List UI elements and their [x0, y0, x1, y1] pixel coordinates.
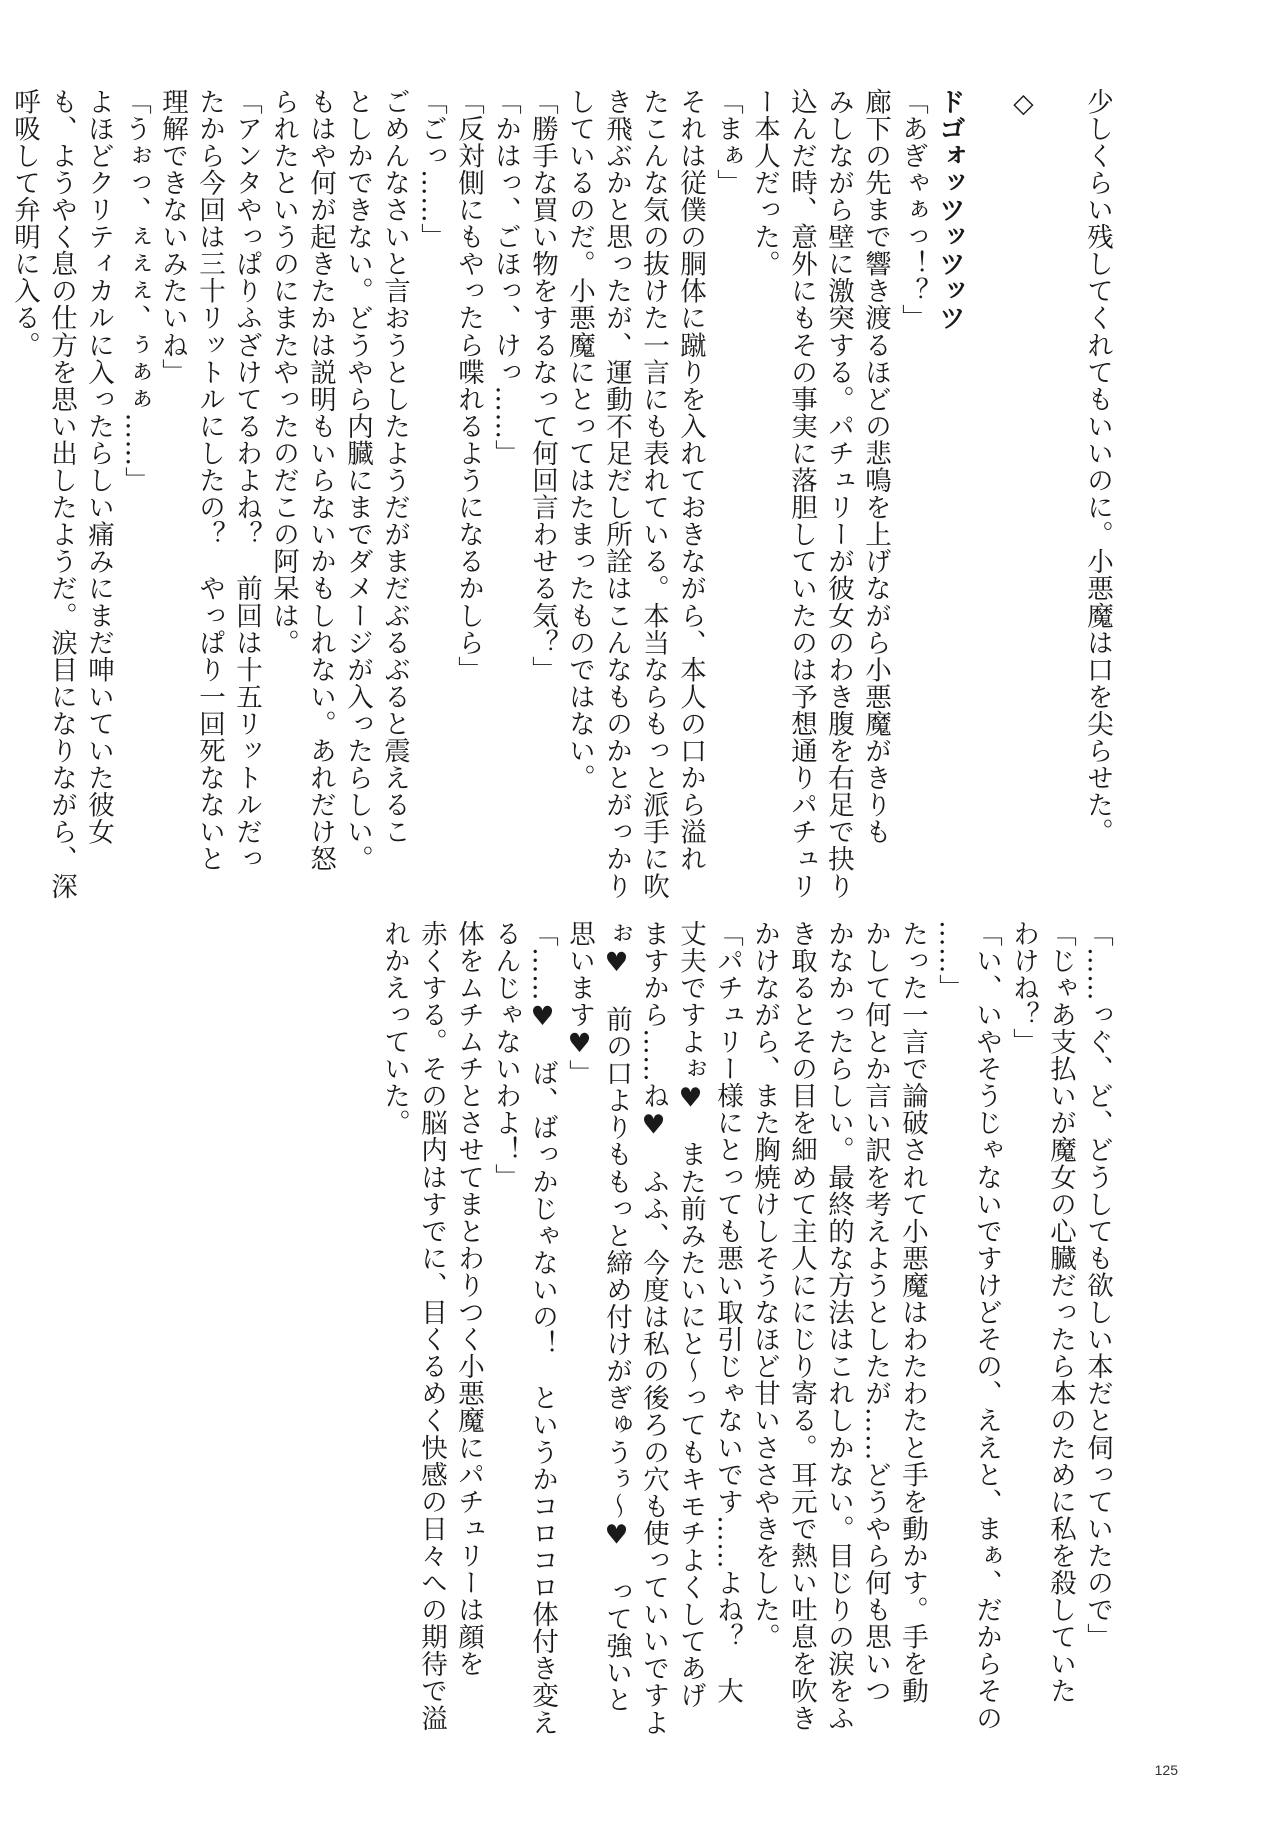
lower-text-line: かして何とか言い訳を考えようとしたが……どうやら何も思いつ [860, 920, 891, 1705]
page-number: 125 [1154, 1762, 1178, 1778]
upper-text-line: 「かはっ、ごほっ、けっ……」 [490, 88, 521, 467]
lower-text-line: 「い、いやそうじゃないですけどその、ええと、まぁ、だからその [971, 920, 1002, 1732]
lower-text-line: れかえっていた。 [379, 920, 410, 1137]
upper-text-line: 「勝手な買い物をするなって何回言わせる気？」 [527, 88, 558, 684]
upper-text-line: 「ごっ……」 [416, 88, 447, 251]
lower-text-line: わけね？」 [1008, 920, 1039, 1056]
upper-text-line: 「まぁ」 [712, 88, 743, 197]
upper-text-line: 「反対側にもやったら喋れるようになるかしら」 [453, 88, 484, 684]
upper-text-line: しているのだ。小悪魔にとってはたまったものではない。 [564, 88, 595, 792]
upper-text-line: られたというのにまたやったのだこの阿呆は。 [268, 88, 299, 657]
upper-text-line: も、ようやく息の仕方を思い出したようだ。涙目になりながら、深 [46, 88, 77, 900]
lower-text-line: 「パチュリー様にとっても悪い取引じゃないです……よね？ 大 [712, 920, 743, 1705]
lower-text-line: 「……♥ ば、ばっかじゃないの！ というかコロコロ体付き変え [527, 920, 558, 1736]
lower-text-line: るんじゃないわよ！」 [490, 920, 521, 1191]
lower-text-line: 丈夫ですよぉ♥ また前みたいにと～ってもキモチよくしてあげ [675, 920, 706, 1709]
upper-text-line: としかできない。どうやら内臓にまでダメージが入ったらしい。 [342, 88, 373, 873]
upper-text-line: たこんな気の抜けた一言にも表れている。本当ならもっと派手に吹 [638, 88, 669, 900]
upper-text-line: 「あぎゃぁっ！？」 [897, 88, 928, 332]
upper-text-line: 呼吸して弁明に入る。 [9, 88, 40, 359]
upper-text-block [6, 88, 1116, 928]
upper-text-line: 理解できないみたいね」 [157, 88, 188, 386]
lower-text-line: かなかったらしい。最終的な方法はこれしかない。目じりの涙をふ [823, 920, 854, 1732]
lower-text-line: たった一言で論破されて小悪魔はわたわたと手を動かす。手を動 [897, 920, 928, 1705]
lower-text-line: ……」 [934, 920, 965, 1002]
upper-text-line: ◇ [1008, 88, 1039, 120]
upper-text-line: 「アンタやっぱりふざけてるわよね？ 前回は十五リットルだっ [231, 88, 262, 873]
lower-text-line: き取るとその目を細めて主人ににじり寄る。耳元で熱い吐息を吹き [786, 920, 817, 1732]
upper-text-line [1042, 88, 1079, 928]
lower-text-line: ぉ♥ 前の口よりももっと締め付けがぎゅうぅ～♥ って強いと [601, 920, 632, 1714]
upper-text-line: き飛ぶかと思ったが、運動不足だし所詮はこんなものかとがっかり [601, 88, 632, 900]
lower-text-block [376, 920, 1116, 1760]
lower-text-line: 思います♥」 [564, 920, 595, 1087]
lower-text-line: 体をムチムチとさせてまとわりつく小悪魔にパチュリーは顔を [453, 920, 484, 1678]
upper-text-line: 「うぉっ、ぇぇぇ、ぅぁぁ……」 [120, 88, 151, 494]
lower-text-line: 赤くする。その脳内はすでに、目くるめく快感の日々への期待で溢 [416, 920, 447, 1732]
upper-text-line: ー本人だった。 [749, 88, 780, 278]
upper-text-line: もはや何が起きたかは説明もいらないかもしれない。あれだけ怒 [305, 88, 336, 873]
upper-text-line: たから今回は三十リットルにしたの？ やっぱり一回死なないと [194, 88, 225, 873]
upper-text-line: みしながら壁に激突する。パチュリーが彼女のわき腹を右足で抉り [823, 88, 854, 900]
lower-text-line: 「……っぐ、ど、どうしても欲しい本だと伺っていたので」 [1082, 920, 1113, 1651]
upper-text-line: よほどクリティカルに入ったらしい痛みにまだ呻いていた彼女 [83, 88, 114, 846]
upper-text-line: ドゴォッツッツッツ [934, 88, 965, 332]
lower-text-line: かけながら、また胸焼けしそうなほど甘いささやきをした。 [749, 920, 780, 1651]
upper-text-line: 込んだ時、意外にもその事実に落胆していたのは予想通りパチュリ [786, 88, 817, 900]
upper-text-line [968, 88, 1005, 928]
upper-text-line: 少しくらい残してくれてもいいのに。小悪魔は口を尖らせた。 [1082, 88, 1113, 846]
upper-text-line: ごめんなさいと言おうとしたようだがまだぶるぶると震えるこ [379, 88, 410, 846]
upper-text-line: 廊下の先まで響き渡るほどの悲鳴を上げながら小悪魔がきりも [860, 88, 891, 846]
upper-text-line: それは従僕の胴体に蹴りを入れておきながら、本人の口から溢れ [675, 88, 706, 873]
lower-text-line: ますから……ね♥ ふふ、今度は私の後ろの穴も使っていいですよ [638, 920, 669, 1736]
lower-text-line: 「じゃあ支払いが魔女の心臓だったら本のために私を殺していた [1045, 920, 1076, 1705]
